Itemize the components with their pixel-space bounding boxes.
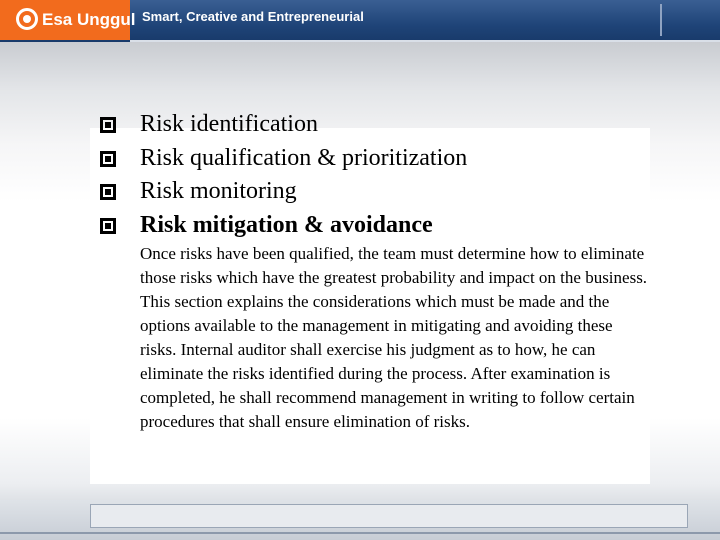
bullet-text: Risk mitigation & avoidance — [140, 211, 433, 238]
square-bullet-icon — [100, 151, 116, 167]
header-divider — [660, 4, 662, 36]
logo-text: Esa Unggul — [42, 10, 136, 29]
header-bar — [0, 0, 720, 42]
logo-emblem-icon — [16, 8, 38, 30]
square-bullet-icon — [100, 218, 116, 234]
bullet-text: Risk qualification & prioritization — [140, 144, 468, 171]
footer-line — [0, 532, 720, 534]
bullet-text: Risk identification — [140, 111, 318, 137]
bullet-item — [98, 108, 467, 142]
bullet-item — [98, 142, 467, 176]
body-paragraph: Once risks have been qualified, the team must determine how to eliminate those risks which have the greatest probability and impact on the business. This section explains the considerations which must be made and the options available to the management in mitigating and avoiding these risks. Internal auditor shall exercise his judgment as to how, he can eliminate the risks identified during the process. After examination is completed, he shall recommend management in writing to follow certain procedures that shall ensure elimination of risks. — [140, 244, 648, 431]
bullet-text: Risk monitoring — [140, 178, 297, 204]
footer-frame — [90, 504, 688, 528]
square-bullet-icon — [100, 184, 116, 200]
header-tagline: Smart, Creative and Entrepreneurial — [142, 9, 364, 24]
bullet-item — [98, 175, 467, 209]
bullet-list — [98, 108, 467, 242]
square-bullet-icon — [100, 117, 116, 133]
bullet-item — [98, 209, 467, 243]
logo — [0, 0, 136, 40]
